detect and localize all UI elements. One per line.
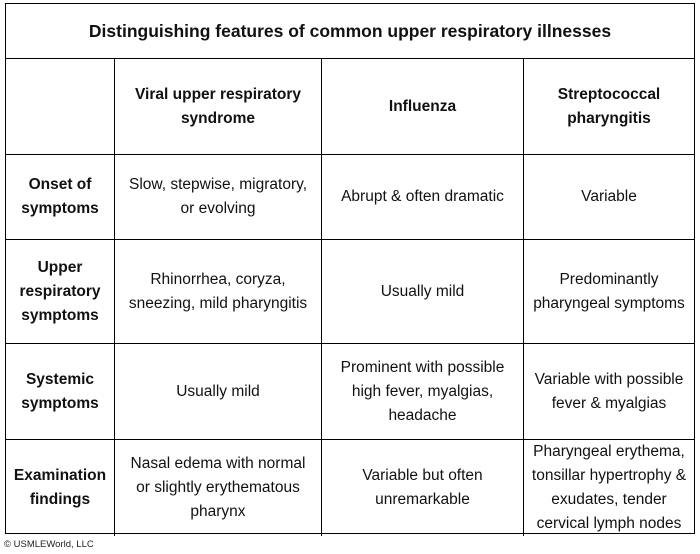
column-header-viral: Viral upper respiratory syndrome <box>115 59 322 155</box>
table-cell: Predominantly pharyngeal symptoms <box>524 240 694 344</box>
table-cell: Nasal edema with normal or slightly erythematous pharynx <box>115 440 322 536</box>
table-cell: Usually mild <box>322 240 524 344</box>
table-cell: Pharyngeal erythema, tonsillar hypertrophy & exudates, tender cervical lymph nodes <box>531 443 687 532</box>
table-cell: Rhinorrhea, coryza, sneezing, mild pharyngitis <box>115 240 322 344</box>
corner-cell <box>6 59 115 155</box>
copyright-notice: © USMLEWorld, LLC <box>4 539 94 550</box>
table-cell: Usually mild <box>115 344 322 440</box>
table-cell: Abrupt & often dramatic <box>322 155 524 240</box>
row-header-systemic: Systemic symptoms <box>6 344 115 440</box>
table-cell: Variable with possible fever & myalgias <box>524 344 694 440</box>
table-title: Distinguishing features of common upper respiratory illnesses <box>6 4 694 59</box>
table-grid <box>6 59 694 533</box>
row-header-onset: Onset of symptoms <box>6 155 115 240</box>
table-cell: Variable <box>524 155 694 240</box>
row-header-examination: Examination findings <box>6 440 115 536</box>
column-header-strep: Streptococcal pharyngitis <box>524 59 694 155</box>
table-cell: Prominent with possible high fever, myalgias, headache <box>322 344 524 440</box>
column-header-influenza: Influenza <box>322 59 524 155</box>
features-table <box>5 3 695 534</box>
table-cell: Slow, stepwise, migratory, or evolving <box>115 155 322 240</box>
table-cell: Variable but often unremarkable <box>322 440 524 536</box>
row-header-upper-respiratory: Upper respiratory symptoms <box>6 240 115 344</box>
